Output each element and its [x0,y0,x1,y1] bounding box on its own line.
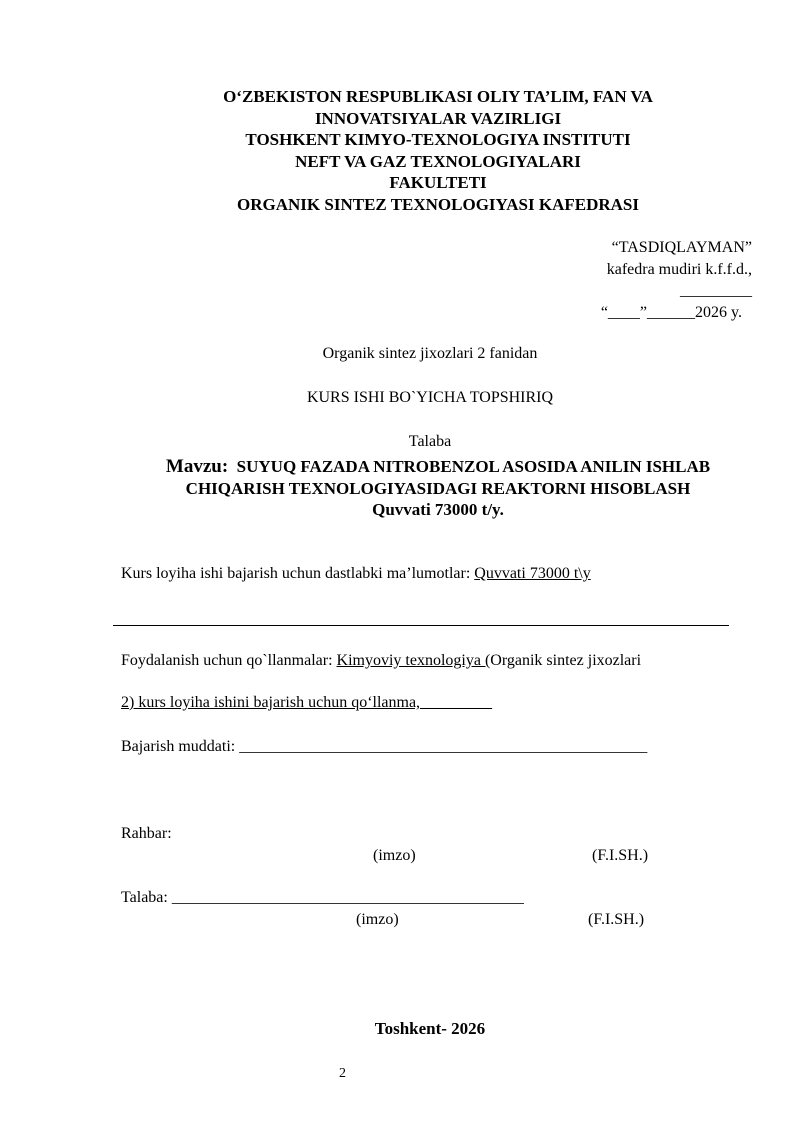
manuals-value-part2: Organik sintez jixozlari [490,652,642,669]
subject-line: Organik sintez jixozlari 2 fanidan [322,345,538,362]
student-heading: Talaba [408,433,452,450]
approval-role: kafedra mudiri k.f.f.d., [606,260,752,278]
supervisor-label: Rahbar: [121,825,172,842]
header-line-6: ORGANIK SINTEZ TEXNOLOGIYASI KAFEDRASI [237,194,639,214]
student-name-label: (F.I.SH.) [588,911,645,928]
initial-data-label: Kurs loyiha ishi bajarish uchun dastlabki ma’lumotlar: [121,565,475,582]
header-line-3: TOSHKENT KIMYO-TEXNOLOGIYA INSTITUTI [245,130,631,149]
student-label: Talaba: [121,889,172,906]
student-row [121,889,524,907]
deadline-row [121,738,647,756]
deadline-label: Bajarish muddati: [121,738,240,755]
blank-fill-line [113,625,729,626]
topic-block [0,456,800,521]
manuals-value-part1: Kimyoviy texnologiya ( [336,652,491,669]
manuals-row [121,652,641,670]
approval-block [601,237,752,323]
page-number: 2 [339,1066,346,1081]
topic-label: Mavzu: [165,456,229,477]
manuals-label: Foydalanish uchun qo`llanmalar: [121,652,337,669]
deadline-line: ___________________________________________________ [239,738,648,755]
topic-line-3: Quvvati 73000 t/y. [372,500,504,519]
initial-data-value: Quvvati 73000 t\y [474,565,591,582]
institution-header [0,86,800,215]
header-line-2: INNOVATSIYALAR VAZIRLIGI [314,108,562,128]
approval-title: “TASDIQLAYMAN” [611,239,752,256]
approval-date-line: “____”______2026 y. [600,303,742,321]
header-line-4: NEFT VA GAZ TEXNOLOGIYALARI [295,151,581,171]
student-sign-label: (imzo) [356,911,399,928]
manuals-value-line2: 2) kurs loyiha ishini bajarish uchun qo‘llanma,_________ [121,694,493,711]
city-year: Toshkent- 2026 [374,1019,486,1038]
header-line-5: FAKULTETI [389,173,487,192]
assignment-title: KURS ISHI BO`YICHA TOPSHIRIQ [306,389,554,406]
supervisor-name-label: (F.I.SH.) [592,847,649,864]
supervisor-sign-label: (imzo) [373,847,416,864]
topic-line-2: CHIQARISH TEXNOLOGIYASIDAGI REAKTORNI HISOBLASH [185,478,691,498]
topic-line-1: SUYUQ FAZADA NITROBENZOL ASOSIDA ANILIN ISHLAB [236,457,711,476]
header-line-1: O‘ZBEKISTON RESPUBLIKASI OLIY TA’LIM, FAN VA [223,87,653,106]
approval-signature-line: _________ [680,282,752,299]
initial-data-row [121,565,591,583]
student-line: ____________________________________________ [171,889,524,906]
